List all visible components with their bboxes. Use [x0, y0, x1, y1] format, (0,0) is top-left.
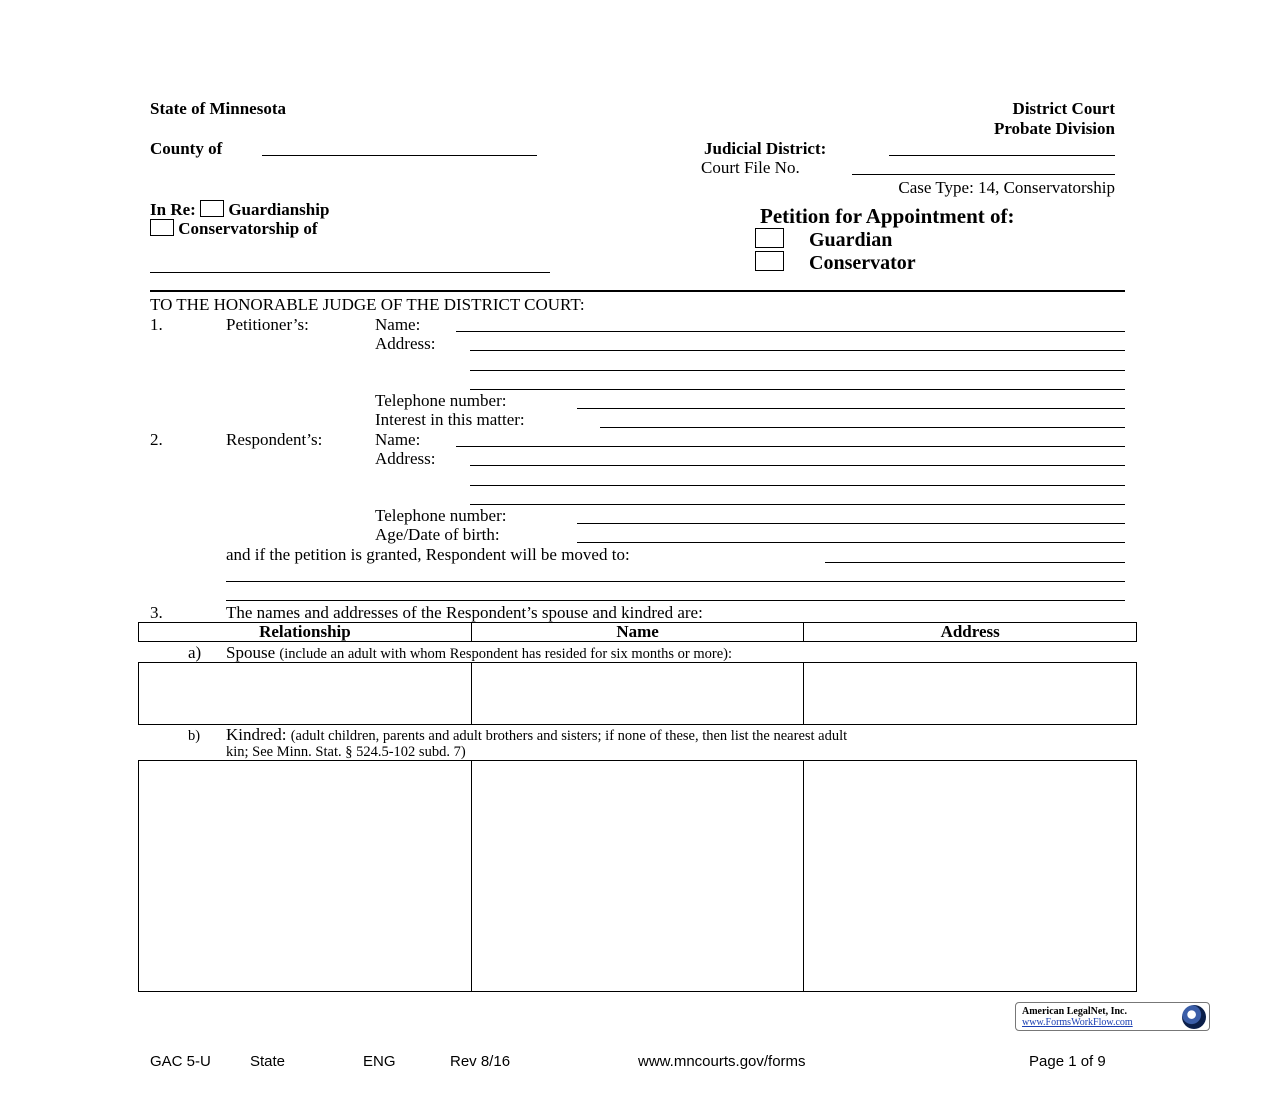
- header-relationship: Relationship: [139, 623, 472, 642]
- kindred-table: [138, 760, 1137, 992]
- kindred-relationship-cell[interactable]: [139, 761, 472, 992]
- moved-to-label: and if the petition is granted, Respondent will be moved to:: [226, 545, 630, 564]
- guardianship-checkbox[interactable]: [200, 200, 224, 217]
- petitioner-telephone-label: Telephone number:: [375, 391, 507, 410]
- judicial-district-field[interactable]: [889, 155, 1115, 156]
- petitioner-name-field[interactable]: [456, 331, 1125, 332]
- guardianship-label: Guardianship: [228, 200, 330, 219]
- footer-jurisdiction: State: [250, 1053, 286, 1070]
- item1-number: 1.: [150, 315, 163, 334]
- respondent-address-field-1[interactable]: [470, 465, 1125, 466]
- court-file-field[interactable]: [852, 174, 1115, 175]
- conservator-option: [755, 251, 916, 275]
- spouse-marker: a): [188, 643, 202, 662]
- respondent-name-label: Name:: [375, 430, 421, 449]
- petitioner-label: Petitioner’s:: [226, 315, 309, 334]
- kindred-label: Kindred:: [226, 725, 287, 744]
- petitioner-address-label: Address:: [375, 334, 436, 353]
- moved-to-field-2[interactable]: [226, 581, 1125, 582]
- petitioner-address-field-3[interactable]: [470, 389, 1125, 390]
- kindred-row-label: [226, 725, 847, 745]
- county-field[interactable]: [262, 155, 537, 156]
- age-label: Age/Date of birth:: [375, 525, 500, 544]
- guardian-checkbox[interactable]: [755, 228, 784, 248]
- conservator-label: Conservator: [809, 252, 916, 274]
- state-label: State of Minnesota: [150, 99, 286, 118]
- petitioner-telephone-field[interactable]: [577, 408, 1125, 409]
- american-legalnet-logo[interactable]: [1015, 1002, 1210, 1031]
- footer-revision: Rev 8/16: [450, 1053, 511, 1070]
- in-re-label: In Re:: [150, 200, 196, 219]
- interest-field[interactable]: [600, 427, 1125, 428]
- age-field[interactable]: [577, 542, 1125, 543]
- header-divider: [150, 290, 1125, 292]
- judicial-district-label: Judicial District:: [704, 139, 827, 158]
- conservatorship-label: Conservatorship of: [178, 219, 318, 238]
- respondent-label: Respondent’s:: [226, 430, 323, 449]
- guardian-option: [755, 228, 892, 252]
- conservatorship-checkbox[interactable]: [150, 219, 174, 236]
- header-address: Address: [804, 623, 1137, 642]
- logo-company: American LegalNet, Inc.: [1022, 1006, 1127, 1017]
- guardian-label: Guardian: [809, 229, 893, 251]
- spouse-table: [138, 662, 1137, 725]
- globe-icon: [1182, 1005, 1206, 1029]
- spouse-row-label: [226, 643, 732, 663]
- kindred-marker: b): [188, 728, 201, 744]
- footer-website[interactable]: www.mncourts.gov/forms: [638, 1053, 806, 1070]
- petitioner-address-field-2[interactable]: [470, 370, 1125, 371]
- respondent-name-field[interactable]: [150, 272, 550, 273]
- petition-title: Petition for Appointment of:: [760, 204, 1015, 228]
- spouse-note: (include an adult with whom Respondent has resided for six months or more):: [279, 646, 733, 662]
- salutation: TO THE HONORABLE JUDGE OF THE DISTRICT COURT:: [150, 295, 585, 314]
- item2-number: 2.: [150, 430, 163, 449]
- case-type: Case Type: 14, Conservatorship: [898, 178, 1115, 197]
- division-label: Probate Division: [993, 119, 1115, 138]
- header-name: Name: [471, 623, 804, 642]
- kindred-note-1: (adult children, parents and adult brothers and sisters; if none of these, then list the nearest adult: [290, 728, 848, 744]
- moved-to-field-1[interactable]: [825, 562, 1125, 563]
- conservator-checkbox[interactable]: [755, 251, 784, 271]
- footer-page: Page 1 of 9: [1029, 1053, 1106, 1070]
- county-label: County of: [150, 139, 223, 158]
- kindred-note-2: kin; See Minn. Stat. § 524.5-102 subd. 7): [226, 744, 466, 760]
- item3-text: The names and addresses of the Respondent’s spouse and kindred are:: [226, 603, 703, 622]
- footer-language: ENG: [363, 1053, 396, 1070]
- court-label: District Court: [1012, 99, 1115, 118]
- logo-url[interactable]: www.FormsWorkFlow.com: [1022, 1017, 1133, 1028]
- item3-number: 3.: [150, 603, 163, 622]
- respondent-telephone-label: Telephone number:: [375, 506, 507, 525]
- petitioner-address-field-1[interactable]: [470, 350, 1125, 351]
- conservatorship-row: [150, 219, 318, 239]
- spouse-label: Spouse: [226, 643, 276, 662]
- spouse-name-cell[interactable]: [471, 663, 804, 725]
- kindred-name-cell[interactable]: [471, 761, 804, 992]
- respondent-address-field-3[interactable]: [470, 504, 1125, 505]
- court-file-label: Court File No.: [701, 158, 800, 177]
- kindred-address-cell[interactable]: [804, 761, 1137, 992]
- kindred-header-table: [138, 622, 1137, 642]
- spouse-relationship-cell[interactable]: [139, 663, 472, 725]
- in-re-row: [150, 200, 329, 220]
- respondent-name-input[interactable]: [456, 446, 1125, 447]
- interest-label: Interest in this matter:: [375, 410, 525, 429]
- spouse-address-cell[interactable]: [804, 663, 1137, 725]
- respondent-telephone-field[interactable]: [577, 523, 1125, 524]
- footer-form-id: GAC 5-U: [150, 1053, 211, 1070]
- respondent-address-field-2[interactable]: [470, 485, 1125, 486]
- respondent-address-label: Address:: [375, 449, 436, 468]
- moved-to-field-3[interactable]: [226, 600, 1125, 601]
- petitioner-name-label: Name:: [375, 315, 421, 334]
